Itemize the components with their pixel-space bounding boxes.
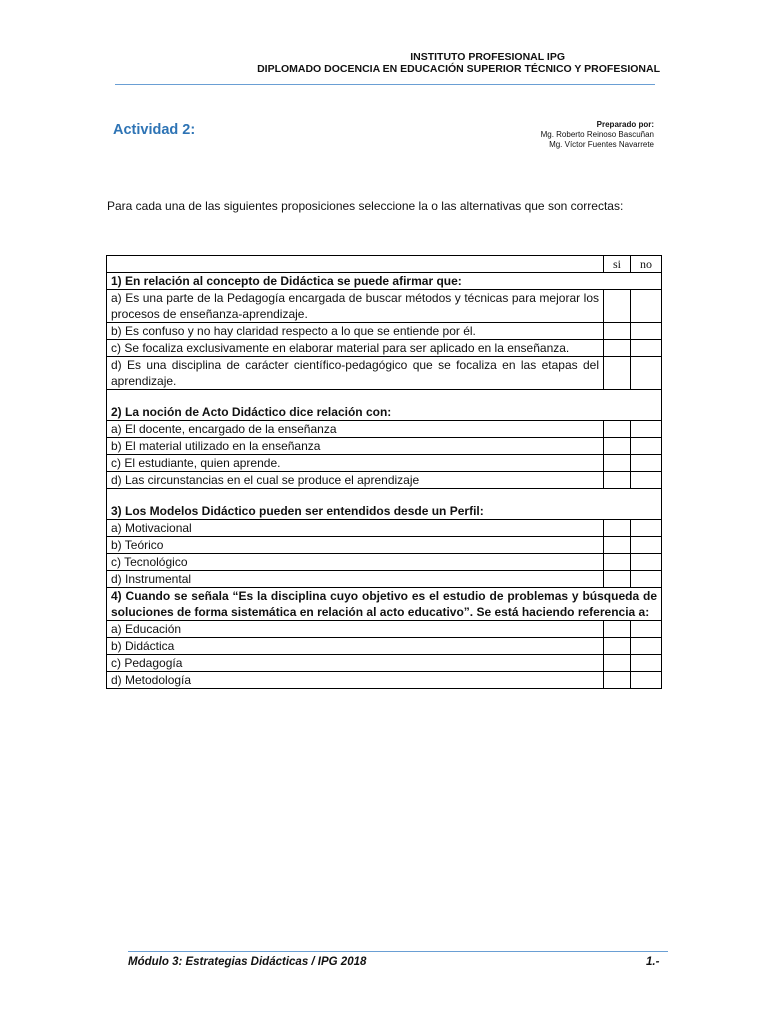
option-text: b) Teórico <box>107 537 604 554</box>
document-header <box>257 51 660 75</box>
answer-no-cell[interactable] <box>631 323 662 340</box>
answer-si-cell[interactable] <box>604 520 631 537</box>
question-row <box>107 404 662 421</box>
option-text: b) El material utilizado en la enseñanza <box>107 438 604 455</box>
spacer-row <box>107 390 662 405</box>
option-row <box>107 672 662 689</box>
answer-si-cell[interactable] <box>604 554 631 571</box>
answer-si-cell[interactable] <box>604 537 631 554</box>
option-row <box>107 357 662 390</box>
footer-module: Módulo 3: Estrategias Didácticas / IPG 2018 <box>128 956 367 968</box>
answer-si-cell[interactable] <box>604 621 631 638</box>
answer-no-cell[interactable] <box>631 421 662 438</box>
option-row <box>107 621 662 638</box>
column-header-no: no <box>631 256 662 273</box>
answer-no-cell[interactable] <box>631 655 662 672</box>
option-row <box>107 323 662 340</box>
answer-si-cell[interactable] <box>604 421 631 438</box>
answer-si-cell[interactable] <box>604 672 631 689</box>
option-text: c) Se focaliza exclusivamente en elaborar material para ser aplicado en la enseñanza. <box>107 340 604 357</box>
option-text: c) Pedagogía <box>107 655 604 672</box>
option-row <box>107 537 662 554</box>
question-row <box>107 503 662 520</box>
header-divider <box>115 84 655 85</box>
prepared-by-label: Preparado por: <box>596 120 654 129</box>
option-text: a) Es una parte de la Pedagogía encargada de buscar métodos y técnicas para mejorar los procesos de enseñanza-aprendizaje. <box>107 290 604 323</box>
answer-si-cell[interactable] <box>604 455 631 472</box>
option-row <box>107 520 662 537</box>
header-blank-cell <box>107 256 604 273</box>
question-1-title: 1) En relación al concepto de Didáctica se puede afirmar que: <box>107 273 662 290</box>
option-row <box>107 554 662 571</box>
answer-no-cell[interactable] <box>631 438 662 455</box>
answer-si-cell[interactable] <box>604 638 631 655</box>
instructions-text: Para cada una de las siguientes proposiciones seleccione la o las alternativas que son correctas: <box>107 199 624 213</box>
option-text: c) Tecnológico <box>107 554 604 571</box>
option-text: d) Es una disciplina de carácter científico-pedagógico que se focaliza en las etapas del aprendizaje. <box>107 357 604 390</box>
spacer-cell <box>107 390 662 405</box>
institute-name: INSTITUTO PROFESIONAL IPG <box>410 51 565 63</box>
option-row <box>107 638 662 655</box>
answer-no-cell[interactable] <box>631 290 662 323</box>
activity-title: Actividad 2: <box>113 122 196 138</box>
answer-no-cell[interactable] <box>631 520 662 537</box>
option-text: c) El estudiante, quien aprende. <box>107 455 604 472</box>
option-text: d) Metodología <box>107 672 604 689</box>
option-row <box>107 290 662 323</box>
author-1: Mg. Roberto Reinoso Bascuñan <box>540 130 654 139</box>
answer-si-cell[interactable] <box>604 472 631 489</box>
answer-no-cell[interactable] <box>631 357 662 390</box>
program-name: DIPLOMADO DOCENCIA EN EDUCACIÓN SUPERIOR TÉCNICO Y PROFESIONAL <box>257 63 660 75</box>
spacer-cell <box>107 489 662 504</box>
option-text: d) Las circunstancias en el cual se produce el aprendizaje <box>107 472 604 489</box>
answer-si-cell[interactable] <box>604 655 631 672</box>
answer-no-cell[interactable] <box>631 638 662 655</box>
option-row <box>107 438 662 455</box>
column-header-si: si <box>604 256 631 273</box>
answer-no-cell[interactable] <box>631 472 662 489</box>
option-row <box>107 421 662 438</box>
spacer-row <box>107 489 662 504</box>
answer-no-cell[interactable] <box>631 455 662 472</box>
answer-no-cell[interactable] <box>631 672 662 689</box>
question-3-title: 3) Los Modelos Didáctico pueden ser entendidos desde un Perfil: <box>107 503 662 520</box>
option-row <box>107 655 662 672</box>
option-row <box>107 472 662 489</box>
question-table <box>106 255 662 689</box>
answer-si-cell[interactable] <box>604 323 631 340</box>
author-2: Mg. Víctor Fuentes Navarrete <box>549 140 654 149</box>
option-row <box>107 571 662 588</box>
table-header-row <box>107 256 662 273</box>
option-row <box>107 340 662 357</box>
footer-divider <box>128 951 668 952</box>
question-row <box>107 588 662 621</box>
prepared-by-block <box>541 120 654 150</box>
option-text: b) Didáctica <box>107 638 604 655</box>
answer-no-cell[interactable] <box>631 340 662 357</box>
answer-si-cell[interactable] <box>604 290 631 323</box>
option-row <box>107 455 662 472</box>
answer-no-cell[interactable] <box>631 537 662 554</box>
option-text: d) Instrumental <box>107 571 604 588</box>
option-text: a) Motivacional <box>107 520 604 537</box>
question-row <box>107 273 662 290</box>
option-text: a) Educación <box>107 621 604 638</box>
answer-no-cell[interactable] <box>631 571 662 588</box>
answer-no-cell[interactable] <box>631 554 662 571</box>
question-2-title: 2) La noción de Acto Didáctico dice relación con: <box>107 404 662 421</box>
question-4-title: 4) Cuando se señala “Es la disciplina cuyo objetivo es el estudio de problemas y búsqueda de soluciones de forma sistemática en relación al acto educativo”. Se está haciendo referencia a: <box>107 588 662 621</box>
option-text: b) Es confuso y no hay claridad respecto a lo que se entiende por él. <box>107 323 604 340</box>
page-number: 1.- <box>646 956 660 968</box>
option-text: a) El docente, encargado de la enseñanza <box>107 421 604 438</box>
answer-no-cell[interactable] <box>631 621 662 638</box>
answer-si-cell[interactable] <box>604 340 631 357</box>
answer-si-cell[interactable] <box>604 357 631 390</box>
answer-si-cell[interactable] <box>604 571 631 588</box>
answer-si-cell[interactable] <box>604 438 631 455</box>
